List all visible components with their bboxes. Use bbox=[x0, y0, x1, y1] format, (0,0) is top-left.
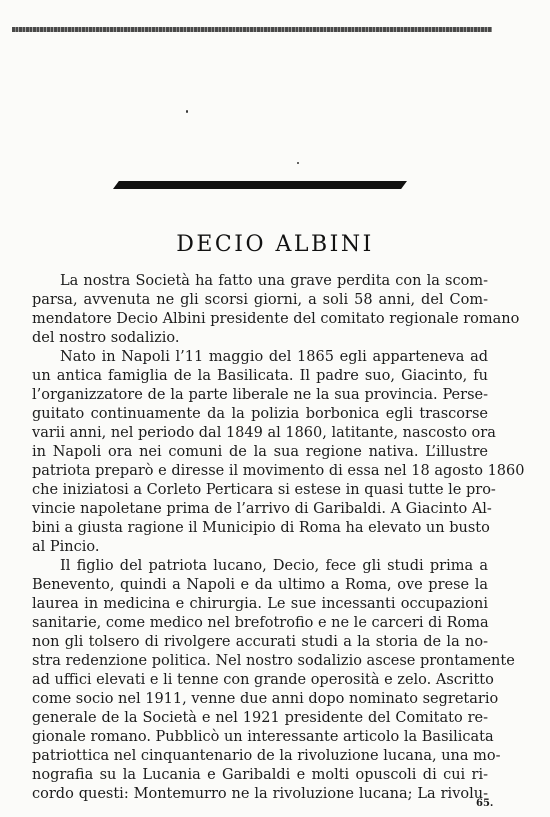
ink-speck bbox=[186, 110, 188, 113]
text-line: stra redenzione politica. Nel nostro sodalizio ascese prontamente bbox=[32, 653, 515, 669]
text-line: patriota preparò e diresse il movimento di essa nel 18 agosto 1860 bbox=[32, 463, 525, 479]
page-number: 65. bbox=[476, 798, 494, 809]
text-line: varii anni, nel periodo dal 1849 al 1860, latitante, nascosto ora bbox=[32, 425, 496, 441]
article-body bbox=[32, 272, 525, 804]
text-line: La nostra Società ha fatto una grave perdita con la scom- bbox=[60, 273, 488, 289]
text-line: l’organizzatore de la parte liberale ne la sua provincia. Perse- bbox=[32, 387, 488, 403]
text-line: laurea in medicina e chirurgia. Le sue incessanti occupazioni bbox=[32, 596, 488, 612]
text-line: parsa, avvenuta ne gli scorsi giorni, a soli 58 anni, del Com- bbox=[32, 292, 488, 308]
text-line: del nostro sodalizio. bbox=[32, 330, 180, 346]
text-line: gionale romano. Pubblicò un interessante articolo la Basilicata bbox=[32, 729, 494, 745]
title-rule bbox=[113, 181, 407, 189]
text-line: Il figlio del patriota lucano, Decio, fece gli studi prima a bbox=[60, 558, 488, 574]
text-line: che iniziatosi a Corleto Perticara si estese in quasi tutte le pro- bbox=[32, 482, 496, 498]
text-line: bini a giusta ragione il Municipio di Roma ha elevato un busto bbox=[32, 520, 490, 536]
text-line: un antica famiglia de la Basilicata. Il padre suo, Giacinto, fu bbox=[32, 368, 488, 384]
text-line: non gli tolsero di rivolgere accurati studi a la storia de la no- bbox=[32, 634, 488, 650]
text-line: vincie napoletane prima de l’arrivo di Garibaldi. A Giacinto Al- bbox=[32, 501, 492, 517]
text-line: patriottica nel cinquantenario de la rivoluzione lucana, una mo- bbox=[32, 748, 501, 764]
text-line: cordo questi: Montemurro ne la rivoluzione lucana; La rivolu- bbox=[32, 786, 488, 802]
text-line: Nato in Napoli l’11 maggio del 1865 egli apparteneva ad bbox=[60, 349, 488, 365]
text-line: nografia su la Lucania e Garibaldi e molti opuscoli di cui ri- bbox=[32, 767, 488, 783]
text-line: in Napoli ora nei comuni de la sua regione nativa. L’illustre bbox=[32, 444, 488, 460]
top-rule bbox=[12, 27, 492, 32]
text-line: mendatore Decio Albini presidente del comitato regionale romano bbox=[32, 311, 520, 327]
text-line: guitato continuamente da la polizia borbonica egli trascorse bbox=[32, 406, 488, 422]
article-heading: DECIO ALBINI bbox=[176, 232, 374, 257]
text-line: come socio nel 1911, venne due anni dopo nominato segretario bbox=[32, 691, 499, 707]
text-line: Benevento, quindi a Napoli e da ultimo a Roma, ove prese la bbox=[32, 577, 488, 593]
text-line: generale de la Società e nel 1921 presidente del Comitato re- bbox=[32, 710, 488, 726]
text-line: al Pincio. bbox=[32, 539, 100, 555]
text-line: sanitarie, come medico nel brefotrofio e ne le carceri di Roma bbox=[32, 615, 489, 631]
text-line: ad uffici elevati e li tenne con grande operosità e zelo. Ascritto bbox=[32, 672, 494, 688]
ink-speck bbox=[297, 162, 299, 164]
